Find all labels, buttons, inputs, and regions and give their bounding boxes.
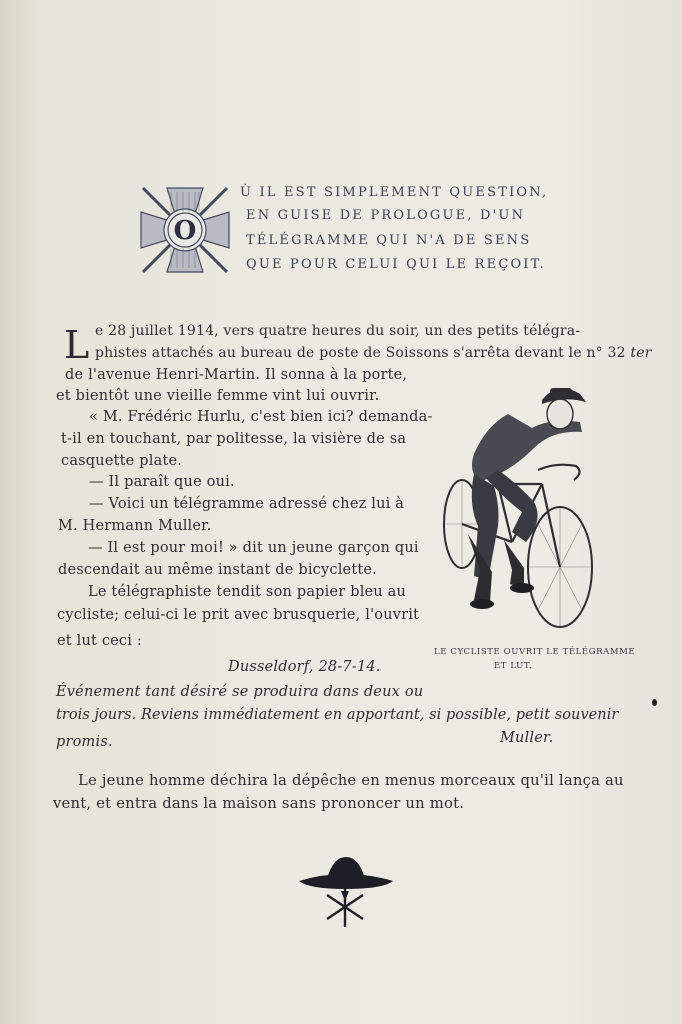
heading-initial-letter: O — [173, 216, 197, 246]
telegram-line: trois jours. Reviens immédiatement en apportant, si possible, petit souvenir — [56, 707, 619, 723]
text-line: de l'avenue Henri-Martin. Il sonna à la porte, — [65, 367, 408, 383]
text-span: phistes attachés au bureau de poste de Soissons s'arrêta devant le n° 32 — [95, 345, 626, 361]
text-line: Le télégraphiste tendit son papier bleu au — [88, 584, 407, 600]
text-line: — Il paraît que oui. — [89, 474, 235, 490]
text-line: et bientôt une vieille femme vint lui ouvrir. — [56, 388, 380, 404]
cyclist-illustration-icon — [438, 374, 608, 636]
text-line: vent, et entra dans la maison sans prononcer un mot. — [53, 795, 465, 812]
text-line: t-il en touchant, par politesse, la visière de sa — [61, 431, 407, 447]
text-line: — Il est pour moi! » dit un jeune garçon qui — [88, 540, 419, 556]
telegram-line: promis. — [56, 734, 113, 750]
heading-line: Ù IL EST SIMPLEMENT QUESTION, — [240, 185, 549, 200]
drop-cap: L — [64, 323, 90, 367]
text-line: e 28 juillet 1914, vers quatre heures du soir, un des petits télégra- — [95, 323, 581, 339]
text-line: M. Hermann Muller. — [58, 518, 212, 534]
heading-line: TÉLÉGRAMME QUI N'A DE SENS — [246, 233, 532, 248]
text-line — [95, 345, 652, 361]
telegram-line: Événement tant désiré se produira dans deux ou — [56, 684, 424, 700]
margin-dot — [652, 699, 657, 706]
text-line: cycliste; celui-ci le prit avec brusquerie, l'ouvrit — [57, 607, 420, 623]
heading-line: QUE POUR CELUI QUI LE REÇOIT. — [246, 257, 546, 272]
text-line: casquette plate. — [61, 453, 183, 469]
text-line: descendait au même instant de bicyclette. — [58, 562, 377, 578]
hat-emblem-icon — [297, 855, 395, 931]
telegram-place-date: Dusseldorf, 28-7-14. — [228, 659, 381, 675]
text-line: — Voici un télégramme adressé chez lui à — [89, 496, 405, 512]
illustration-caption: ET LUT. — [494, 661, 533, 671]
cross-ornament-icon — [137, 184, 233, 276]
heading-line: EN GUISE DE PROLOGUE, D'UN — [246, 208, 526, 223]
text-line: « M. Frédéric Hurlu, c'est bien ici? demanda- — [89, 409, 433, 425]
number-suffix: ter — [630, 345, 652, 361]
illustration-caption: LE CYCLISTE OUVRIT LE TÉLÉGRAMME — [434, 647, 636, 657]
text-line: Le jeune homme déchira la dépêche en menus morceaux qu'il lança au — [78, 772, 624, 789]
text-line: et lut ceci : — [57, 633, 142, 649]
telegram-signature: Muller. — [500, 730, 554, 746]
